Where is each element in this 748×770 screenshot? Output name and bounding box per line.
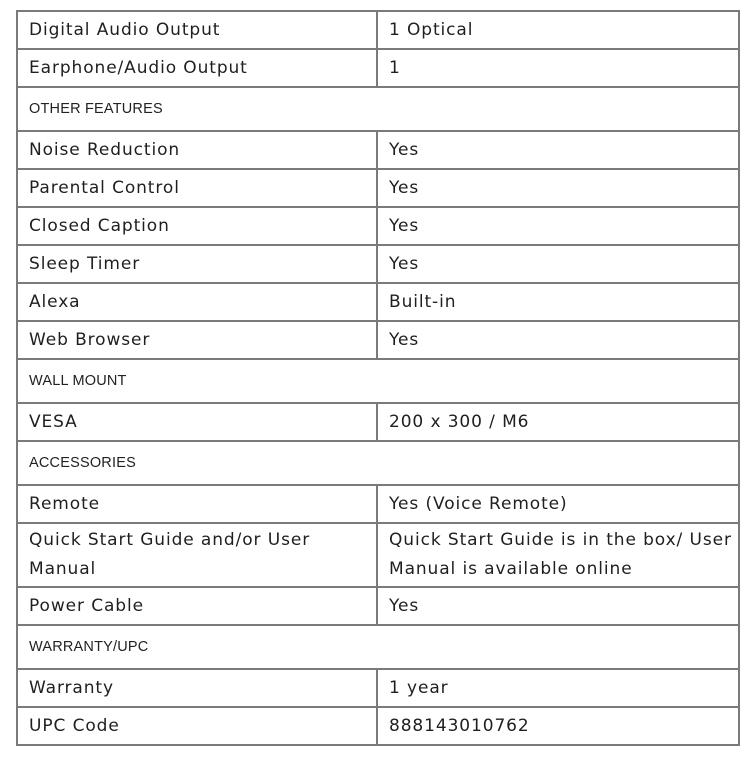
section-title: WARRANTY/UPC bbox=[17, 625, 739, 669]
section-header-row bbox=[17, 87, 739, 131]
spec-row bbox=[17, 169, 739, 207]
spec-row bbox=[17, 11, 739, 49]
spec-label: VESA bbox=[17, 403, 377, 441]
spec-label: Earphone/Audio Output bbox=[17, 49, 377, 87]
section-header-row bbox=[17, 441, 739, 485]
spec-label: Sleep Timer bbox=[17, 245, 377, 283]
spec-value: 1 bbox=[377, 49, 739, 87]
spec-value: Yes bbox=[377, 321, 739, 359]
spec-value: Yes bbox=[377, 131, 739, 169]
spec-value: Yes bbox=[377, 169, 739, 207]
spec-row bbox=[17, 485, 739, 523]
spec-row bbox=[17, 523, 739, 587]
spec-value: 1 Optical bbox=[377, 11, 739, 49]
section-title: ACCESSORIES bbox=[17, 441, 739, 485]
spec-row bbox=[17, 283, 739, 321]
spec-value: Yes bbox=[377, 587, 739, 625]
spec-table bbox=[16, 10, 740, 746]
spec-row bbox=[17, 587, 739, 625]
section-header-row bbox=[17, 359, 739, 403]
spec-label: Parental Control bbox=[17, 169, 377, 207]
section-header-row bbox=[17, 625, 739, 669]
spec-value: Built-in bbox=[377, 283, 739, 321]
spec-value: Quick Start Guide is in the box/ User Manual is available online bbox=[377, 523, 739, 587]
spec-row bbox=[17, 49, 739, 87]
section-title: OTHER FEATURES bbox=[17, 87, 739, 131]
spec-value: Yes (Voice Remote) bbox=[377, 485, 739, 523]
spec-label: Digital Audio Output bbox=[17, 11, 377, 49]
spec-label: Remote bbox=[17, 485, 377, 523]
spec-row bbox=[17, 207, 739, 245]
spec-label: Alexa bbox=[17, 283, 377, 321]
spec-value: 200 x 300 / M6 bbox=[377, 403, 739, 441]
spec-table-body bbox=[17, 11, 739, 745]
spec-row bbox=[17, 707, 739, 745]
spec-row bbox=[17, 403, 739, 441]
spec-label: Warranty bbox=[17, 669, 377, 707]
spec-value: Yes bbox=[377, 207, 739, 245]
spec-row bbox=[17, 245, 739, 283]
spec-value: Yes bbox=[377, 245, 739, 283]
spec-label: Closed Caption bbox=[17, 207, 377, 245]
spec-label: Power Cable bbox=[17, 587, 377, 625]
spec-label: Web Browser bbox=[17, 321, 377, 359]
spec-row bbox=[17, 131, 739, 169]
spec-row bbox=[17, 321, 739, 359]
spec-value: 888143010762 bbox=[377, 707, 739, 745]
spec-label: UPC Code bbox=[17, 707, 377, 745]
spec-row bbox=[17, 669, 739, 707]
spec-label: Quick Start Guide and/or User Manual bbox=[17, 523, 377, 587]
spec-value: 1 year bbox=[377, 669, 739, 707]
spec-label: Noise Reduction bbox=[17, 131, 377, 169]
section-title: WALL MOUNT bbox=[17, 359, 739, 403]
